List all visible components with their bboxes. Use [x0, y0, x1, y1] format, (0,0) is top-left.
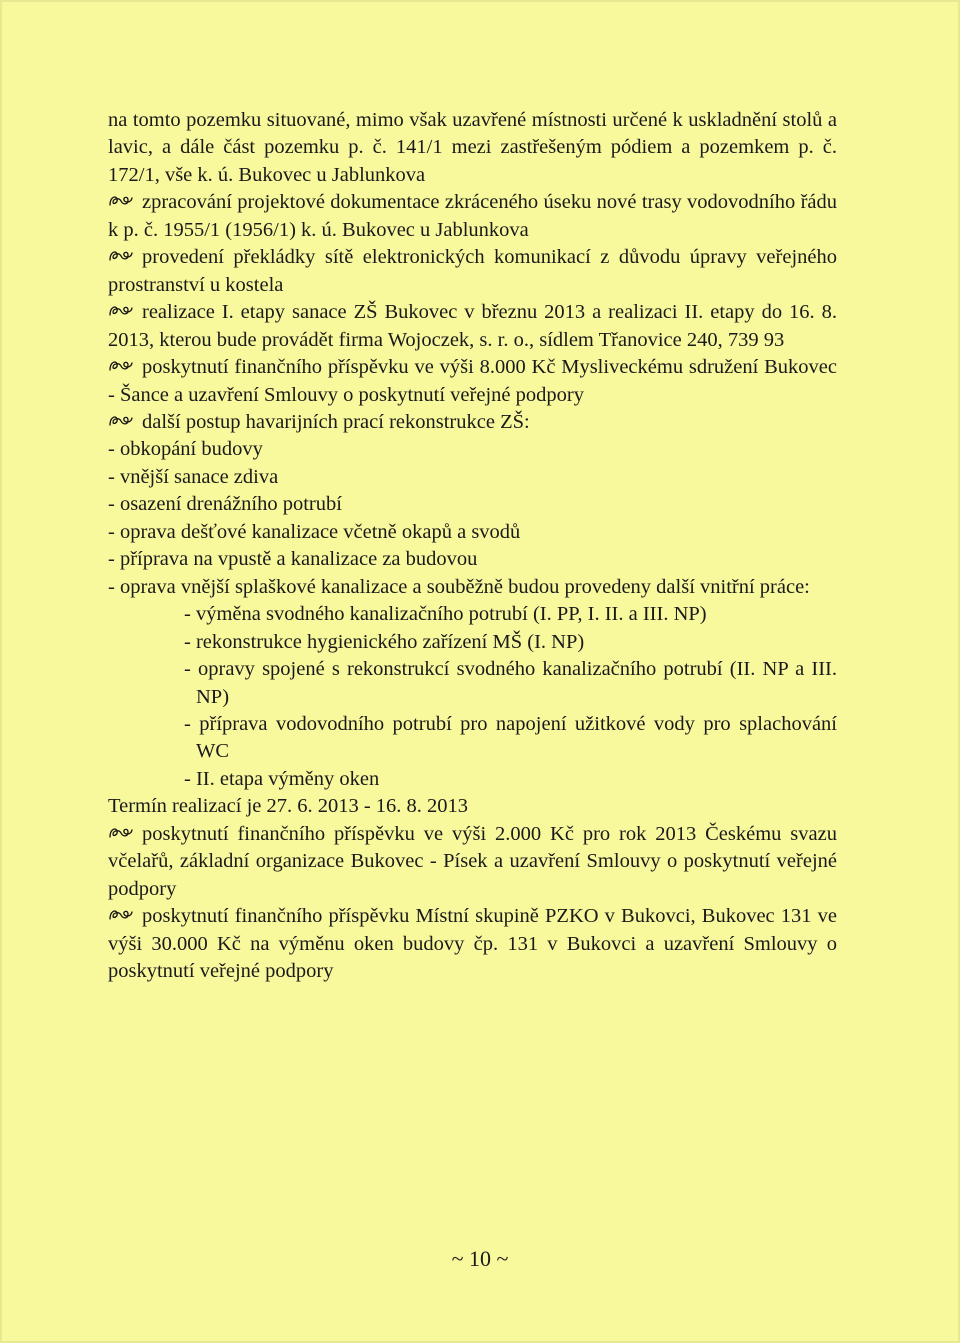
- paragraph-list-after: [108, 793, 837, 985]
- paragraph: [108, 299, 837, 354]
- paragraph: [108, 189, 837, 244]
- sub-item-list: [108, 601, 837, 793]
- paragraph-text: na tomto pozemku situované, mimo však uzavřené místnosti určené k uskladnění stolů a lavic, a dále část pozemku p. č. 141/1 mezi zastřešeným pódiem a pozemkem p. č. 172/1, vše k. ú. Bukovec u Jablunkova: [108, 109, 837, 186]
- paragraph-text: další postup havarijních prací rekonstrukce ZŠ:: [142, 410, 530, 433]
- paragraph-text: - obkopání budovy: [108, 438, 263, 461]
- paragraph: [108, 464, 837, 491]
- paragraph: [108, 546, 837, 573]
- sub-item: - II. etapa výměny oken: [184, 767, 380, 790]
- wavy-swirl-icon: [108, 190, 134, 206]
- paragraph-text: poskytnutí finančního příspěvku ve výši 2.000 Kč pro rok 2013 Českému svazu včelařů, základní organizace Bukovec - Písek a uzavření Smlouvy o poskytnutí veřejné podpory: [108, 822, 837, 900]
- paragraph-text: poskytnutí finančního příspěvku Místní skupině PZKO v Bukovci, Bukovec 131 ve výši 30.000 Kč na výměnu oken budovy čp. 131 v Bukovci a uzavření Smlouvy o poskytnutí veřejné podpory: [108, 905, 837, 983]
- paragraph: [108, 409, 837, 436]
- page-number: ~ 10 ~: [451, 1246, 509, 1271]
- wavy-swirl-icon: [108, 355, 134, 371]
- paragraph-text: zpracování projektové dokumentace zkráceného úseku nové trasy vodovodního řádu k p. č. 1955/1 (1956/1) k. ú. Bukovec u Jablunkova: [108, 191, 837, 241]
- sub-item: - příprava vodovodního potrubí pro napojení užitkové vody pro splachování WC: [184, 712, 837, 763]
- sub-item: - rekonstrukce hygienického zařízení MŠ (I. NP): [184, 630, 585, 653]
- paragraph-text: poskytnutí finančního příspěvku ve výši 8.000 Kč Mysliveckému sdružení Bukovec - Šance a uzavření Smlouvy o poskytnutí veřejné podpory: [108, 356, 837, 406]
- paragraph: [108, 436, 837, 463]
- wavy-swirl-icon: [108, 904, 134, 920]
- paragraph-text: - oprava vnější splaškové kanalizace a souběžně budou provedeny další vnitřní práce:: [108, 575, 810, 598]
- wavy-swirl-icon: [108, 300, 134, 316]
- paragraph: [108, 574, 837, 601]
- sub-item: - opravy spojené s rekonstrukcí svodného kanalizačního potrubí (II. NP a III. NP): [184, 658, 837, 708]
- paragraph-text: - příprava na vpustě a kanalizace za budovou: [108, 548, 478, 571]
- paragraph-text: - osazení drenážního potrubí: [108, 493, 342, 516]
- paragraph: [108, 903, 837, 985]
- paragraph-text: - oprava dešťové kanalizace včetně okapů a svodů: [108, 520, 521, 543]
- paragraph-text: Termín realizací je 27. 6. 2013 - 16. 8. 2013: [108, 795, 469, 818]
- paragraph-list: [108, 107, 837, 601]
- paragraph: [108, 519, 837, 546]
- paragraph-text: - vnější sanace zdiva: [108, 465, 279, 488]
- paragraph: [108, 354, 837, 409]
- paragraph: [108, 821, 837, 903]
- paragraph-text: provedení překládky sítě elektronických komunikací z důvodu úpravy veřejného prostranství u kostela: [108, 246, 837, 296]
- wavy-swirl-icon: [108, 245, 134, 261]
- sub-item: - výměna svodného kanalizačního potrubí (I. PP, I. II. a III. NP): [184, 603, 707, 626]
- document-body: [108, 107, 837, 986]
- wavy-swirl-icon: [108, 410, 134, 426]
- paragraph: [108, 793, 837, 820]
- wavy-swirl-icon: [108, 822, 134, 838]
- paragraph: [108, 107, 837, 189]
- paragraph-text: realizace I. etapy sanace ZŠ Bukovec v březnu 2013 a realizaci II. etapy do 16. 8. 2013, kterou bude provádět firma Wojoczek, s. r. o., sídlem Třanovice 240, 739 93: [108, 301, 837, 351]
- paragraph: [108, 491, 837, 518]
- paragraph: [108, 244, 837, 299]
